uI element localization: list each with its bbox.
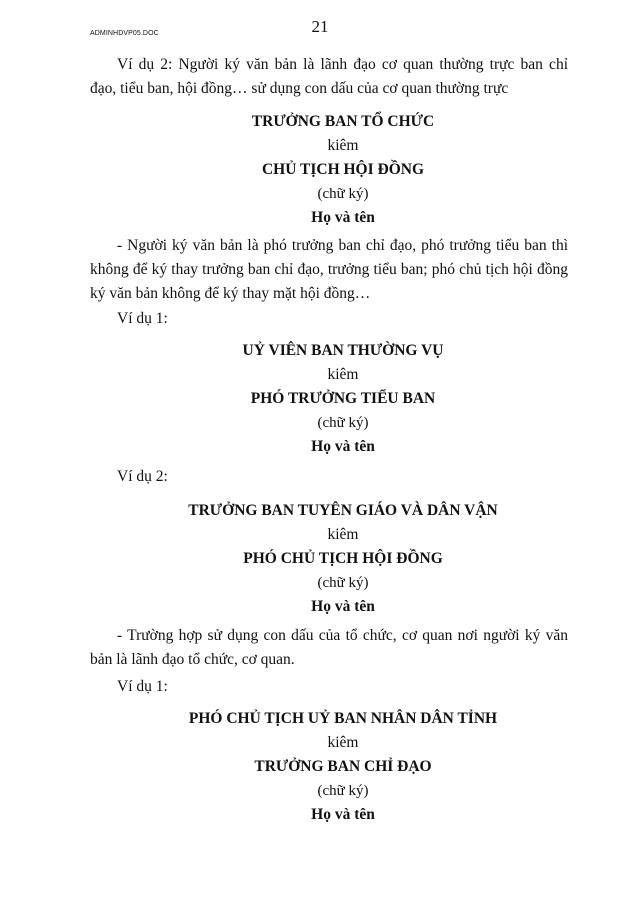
concurrent-label: kiêm <box>327 734 359 751</box>
signer-name-placeholder: Họ và tên <box>311 806 375 823</box>
signer-title-secondary: TRƯỞNG BAN CHỈ ĐẠO <box>254 758 432 775</box>
signer-title-secondary: PHÓ CHỦ TỊCH HỘI ĐỒNG <box>243 550 443 567</box>
signer-title: TRƯỞNG BAN TUYÊN GIÁO VÀ DÂN VẬN <box>188 502 498 519</box>
signature-placeholder: (chữ ký) <box>317 783 369 799</box>
document-code: ADMINHDVP05.DOC <box>90 30 159 37</box>
signature-placeholder: (chữ ký) <box>317 415 369 431</box>
paragraph-line: bản là lãnh đạo tổ chức, cơ quan. <box>90 651 295 668</box>
concurrent-label: kiêm <box>327 366 359 383</box>
signer-name-placeholder: Họ và tên <box>311 438 375 455</box>
signature-block-1 <box>90 110 596 230</box>
signer-name-placeholder: Họ và tên <box>311 209 375 226</box>
paragraph-line: Ví dụ 2: Người ký văn bản là lãnh đạo cơ quan thường trực ban chỉ <box>117 56 568 73</box>
signer-title-secondary: CHỦ TỊCH HỘI ĐỒNG <box>261 161 425 178</box>
signer-title-secondary: PHÓ TRƯỞNG TIỂU BAN <box>250 390 436 407</box>
signature-block-4 <box>90 707 596 827</box>
signature-block-3 <box>90 499 596 619</box>
signer-title: PHÓ CHỦ TỊCH UỶ BAN NHÂN DÂN TỈNH <box>188 710 498 727</box>
paragraph-line: - Trường hợp sử dụng con dấu của tổ chức, cơ quan nơi người ký văn <box>117 627 568 644</box>
signature-placeholder: (chữ ký) <box>317 575 369 591</box>
example-label: Ví dụ 1: <box>117 310 168 327</box>
signature-placeholder: (chữ ký) <box>317 186 369 202</box>
paragraph-line: ký văn bản không để ký thay mặt hội đồng… <box>90 285 371 302</box>
concurrent-label: kiêm <box>327 526 359 543</box>
example-label: Ví dụ 1: <box>117 678 168 695</box>
paragraph-line: không để ký thay trưởng ban chỉ đạo, trưởng tiểu ban; phó chủ tịch hội đồng <box>90 261 568 278</box>
paragraph-deputy-rule <box>90 234 568 306</box>
paragraph-line: đạo, tiểu ban, hội đồng… sử dụng con dấu của cơ quan thường trực <box>90 80 509 97</box>
example-label: Ví dụ 2: <box>117 468 168 485</box>
paragraph-example-2 <box>90 53 568 101</box>
paragraph-seal-usage <box>90 624 568 672</box>
signature-block-2 <box>90 339 596 459</box>
page-number: 21 <box>311 17 329 36</box>
paragraph-line: - Người ký văn bản là phó trưởng ban chỉ đạo, phó trưởng tiểu ban thì <box>117 237 568 254</box>
concurrent-label: kiêm <box>327 137 359 154</box>
signer-name-placeholder: Họ và tên <box>311 598 375 615</box>
signer-title: UỶ VIÊN BAN THƯỜNG VỤ <box>242 342 444 359</box>
signer-title: TRƯỞNG BAN TỔ CHỨC <box>251 113 435 130</box>
